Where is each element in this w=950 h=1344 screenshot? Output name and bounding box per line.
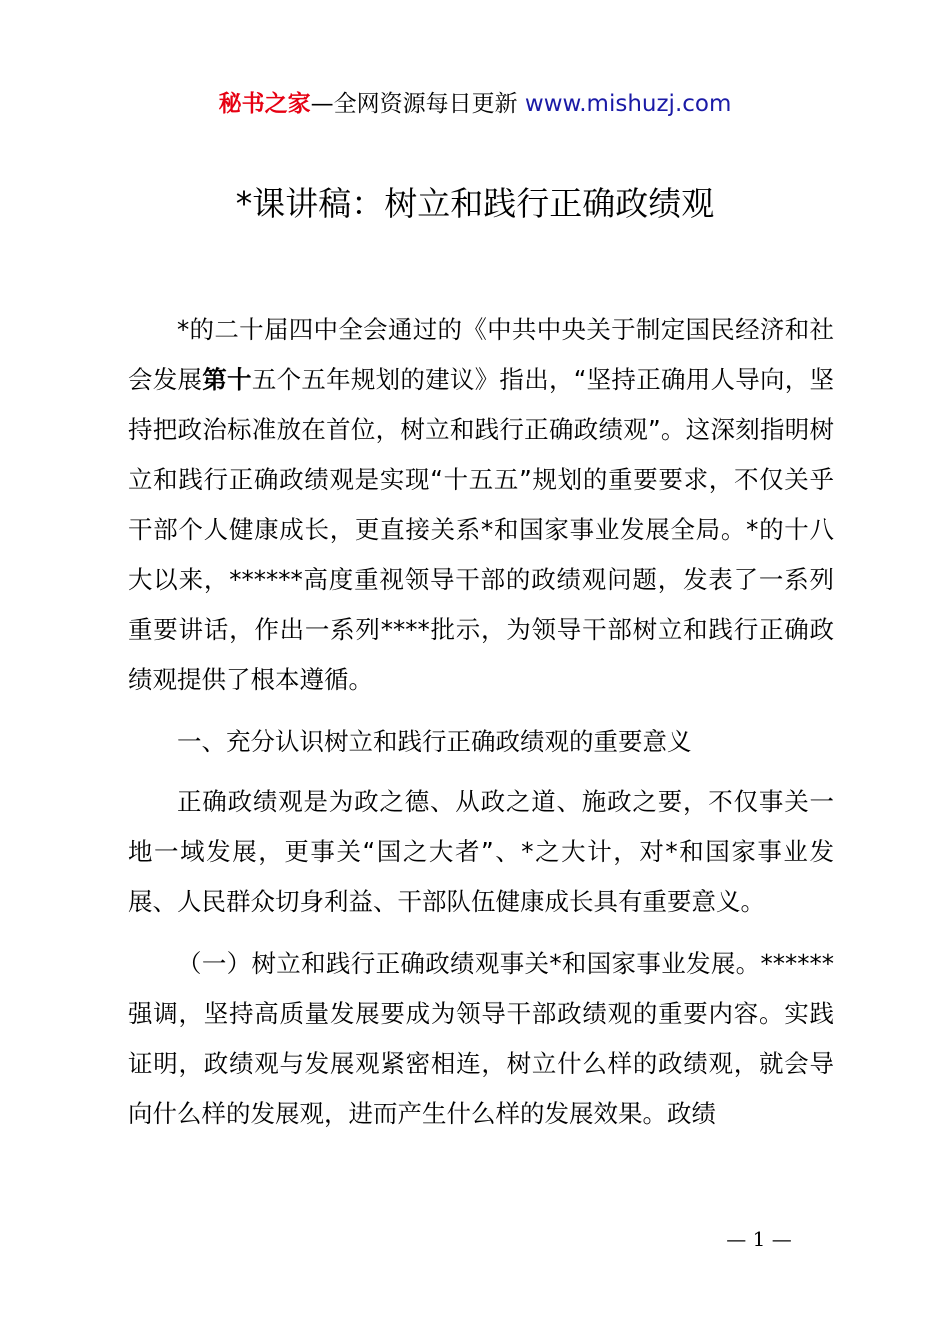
intro-text-end: 五个五年规划的建议》指出，“坚持正确用人导向，坚持把政治标准放在首位，树立和践行正确政绩观”。这深刻指明树立和践行正确政绩观是实现“十五五”规划的重要要求，不仅关乎干部个人健康成长，更直接关系*和国家事业发展全局。*的十八大以来，******高度重视领导干部的政绩观问题，发表了一系列重要讲话，作出一系列****批示，为领导干部树立和践行正确政绩观提供了根本遵循。 xyxy=(128,365,835,694)
site-url-link[interactable]: www.mishuzj.com xyxy=(524,91,732,117)
intro-text-start: *的二十届四中全会通过的《中共中央关于制定国民经济和社会发展 xyxy=(128,315,834,394)
site-brand: 秘书之家 xyxy=(218,91,311,117)
document-body xyxy=(128,305,834,1139)
page-number: — 1 — xyxy=(726,1227,792,1251)
intro-paragraph xyxy=(128,305,834,705)
section-heading-1: 一、充分认识树立和践行正确政绩观的重要意义 xyxy=(177,727,692,756)
site-header xyxy=(0,88,950,120)
site-tagline: —全网资源每日更新 xyxy=(310,91,525,117)
document-title: *课讲稿：树立和践行正确政绩观 xyxy=(235,184,715,223)
subsection-1-paragraph: （一）树立和践行正确政绩观事关*和国家事业发展。******强调，坚持高质量发展要成为领导干部政绩观的重要内容。实践证明，政绩观与发展观紧密相连，树立什么样的政绩观，就会导向什么样的发展观，进而产生什么样的发展效果。政绩 xyxy=(128,949,834,1128)
intro-text-bold: 第十 xyxy=(202,365,252,394)
section-1-paragraph: 正确政绩观是为政之德、从政之道、施政之要，不仅事关一地一域发展，更事关“国之大者”、*之大计，对*和国家事业发展、人民群众切身利益、干部队伍健康成长具有重要意义。 xyxy=(128,787,834,916)
